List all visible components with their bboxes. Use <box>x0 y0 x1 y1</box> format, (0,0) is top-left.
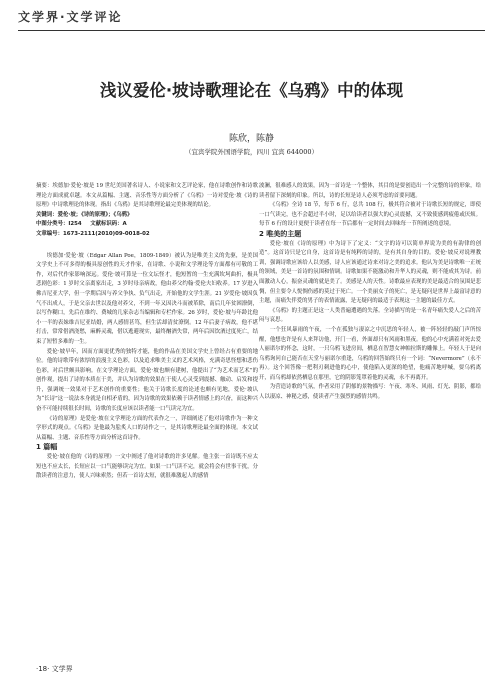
section-heading-1: 1 篇幅 <box>36 443 58 452</box>
page-footer: ·18· 文学界 <box>36 665 73 673</box>
abstract-block <box>36 182 258 240</box>
classification-line <box>36 220 258 230</box>
clc-number: 中图分类号：I254 <box>36 221 82 228</box>
abstract: 摘要：埃德加·爱伦·坡是 19 世纪美国著名诗人、小说家和文艺评论家，他在诗歌创作和诗歌理论方面成就卓越。本文从篇幅、主题、音乐性等方面分析了《乌鸦》一诗对爱伦·坡《诗的原理》中诗歌理论的体现。指出《乌鸦》是其诗歌理论最完美体现的结论。 <box>36 183 258 209</box>
document-code: 文献标识码：A <box>90 221 127 228</box>
header-rule <box>18 30 485 31</box>
section-heading-2: 2 唯美的主题 <box>259 229 302 238</box>
body-paragraph: 波澜，很难感人的效果，因为一首诗是一个整体，其目的是要创造出一个完整的诗的形象，给读者留下深刻的印象。所以，诗的长短是诗人必须考虑的首要问题。 <box>259 183 481 199</box>
body-paragraph: 《乌鸦》全诗 18 节，每节 6 行，总共 108 行，极其符合被对于诗歌长短的规定，即使一口气读完，也不会超过半小时，足以给读者以强大的心灵震撼，又不致使感到疲倦或厌烦。每节 6 行的设计更便于读者在每一节后都有一定时间去回味每一节所阐述的意境。 <box>259 202 481 228</box>
body-paragraph: 埃德加·爱伦·坡（Edgar Allan Poe，1809-1849）被认为是唯美主义的先驱，是美国文学史上不可多得的极具原创性的天才作家，在诗歌、小说和文学理论等方面都有可敬的工作，对后代作家影响深远。爱伦·坡可算是一位文坛怪才，他短暂的一生充满坎坷曲折，极具悲剧色彩：1 岁时父亲离家出走，3 岁时母亲病故，他由养父约翰·爱伦夫妇收养。17 岁进入佛吉尼亚大学，但一学期后因与养父争执、负气出走，开始他的文学生涯。21 岁爱伦·坡因负气不出成人，于是父亲去世以及他对养父，不到一年又因决斗而被革除，南后几年贫困潦倒，以写作糊口，先后在维约、费城的几家杂志当编辑和专栏作家。26 岁时，爱伦·坡与年龄比他小一半的表妹维吉尼亚结婚，两人感情甚笃，但生活却清贫潦倒。12 年后妻子病故，他不堪打击，常常借酒浇愁，麻醉灵魂，借以逃避现实，最终酗酒失常，两年后因饮酒过度死亡，结束了短暂多难的一生。 <box>36 252 258 345</box>
keywords: 关键词：爱伦·坡；《诗的原理》；《乌鸦》 <box>36 211 133 218</box>
body-paragraph: 爱伦·坡早年，因而方面更优秀的独特才能，他的作品在美国文学史上曾经占有重要的地位。他的诗歌带有浓厚的浪漫主义色彩，以及追求唯美主义的艺术风格，充满奇思怪想和悲伤色彩，对后世颇具影响。在文学理论方面，爱伦·坡也颇有建树，他提出了“为艺术而艺术”的创作观，提出了诗的本质在于美，并认为诗歌的效果在于使人心灵受到震撼、触动、启发和提升，强调统一效果对于艺术创作的重要性；他关于诗歌长度的论述也颇有见地，爱伦·坡认为“长诗”这一说法本身就是自相矛盾的，因为诗歌的效果依赖于读者情感上的兴奋，而这种兴奋不可能持续很长时间，诗歌的长度应该以读者能一口气读完为宜。 <box>36 348 258 413</box>
right-column <box>259 182 481 403</box>
author-affiliation: （宜宾学院外国语学院，四川 宜宾 644000） <box>185 148 318 156</box>
article-author: 陈欣，陈静 <box>228 134 274 144</box>
journal-header: 文学界·文学评论 <box>18 10 123 24</box>
body-paragraph: 为营造诗歌的气氛，作者采用了阴郁的景物描写：午夜、寒冬、风雨、灯光、阴影，都给人以凄凉、神秘之感，使读者产生强烈的感情共鸣。 <box>259 384 481 401</box>
body-paragraph: 一个狂风暴雨的午夜，一个在孤独与凄凉之中沉思的年轻人，被一阵轻轻的敲门声所惊醒，他想也许是有人来拜访他，开门一看，外面却只有风雨和黑夜。他的心中充满着对死去爱人丽诺尔的怀念，这时，一只乌鸦飞进房间，栖息在智慧女神帕拉斯的雕像上。年轻人于是向乌鸦询问自己能否在天堂与丽诺尔重逢，乌鸦的回答始终只有一个词：“Nevermore”（永不再）。这个回答像一把利刃刺进他的心中，使他陷入更深的绝望，他痛苦地呼喊，要乌鸦离开，而乌鸦却依然栖息在那里，它的阴影笼罩着他的灵魂，永不再离开。 <box>259 326 481 381</box>
left-column <box>36 182 258 482</box>
body-paragraph: 《乌鸦》的主题正是这一人类普遍遭遇的失落。全诗描写的是一名青年痛失爱人之后的苦闷与哀思。 <box>259 307 481 324</box>
article-title: 浅议爱伦·坡诗歌理论在《乌鸦》中的体现 <box>99 81 404 100</box>
body-paragraph: 《诗的原理》是爱伦·坡在文学理论方面的代表作之一，详细阐述了他对诗歌作为一种文学形式的观点。《乌鸦》是他最为脍炙人口的诗作之一，是其诗歌理论最全面的体现。本文试从篇幅、主题、音乐性等方面分析这首诗作。 <box>36 415 258 441</box>
body-paragraph: 爱伦·坡在《诗的原理》中为诗下了定义：“文字的诗可以简单界说为美的有韵律的创造”。这首诗只是它自身，这首诗是有纯粹的诗的，是有其自身的目的。爱伦·坡反对说理教训，强调诗歌应该给人以美感，诗人应该通过诗来对诗之美的追求。他认为美是诗歌唯一正统的领域，美是一首诗的氛围和情调。诗歌如果不能激动和升华人的灵魂，则不能成其为诗。前面激动人心，振奋灵魂的就是美了。美感是人的天性。诗歌最应表现的美是最适合的氛围是悲惆，但主要令人悦惆伤感的莫过于死亡。一个美丽女子的死亡，是无疑问是世界上最富诗意的主题，而痛失伴爱的男子的表情流露，是无疑问的最适于表现这一主题的最佳方式。 <box>259 240 481 305</box>
body-paragraph: 爱伦·坡在他的《诗的原理》一文中阐述了他对诗歌的许多见解。他主张一首诗既不应太短也不应太长，长短应以一口气能够读完为宜。如果一口气读不完，就会将会有世事干扰，分散读者的注意力，使人兴味索然；但若一首诗太短，就很难激起人的感情 <box>36 454 258 480</box>
article-number: 文章编号：1673-2111(2010)09-0018-02 <box>36 230 150 237</box>
